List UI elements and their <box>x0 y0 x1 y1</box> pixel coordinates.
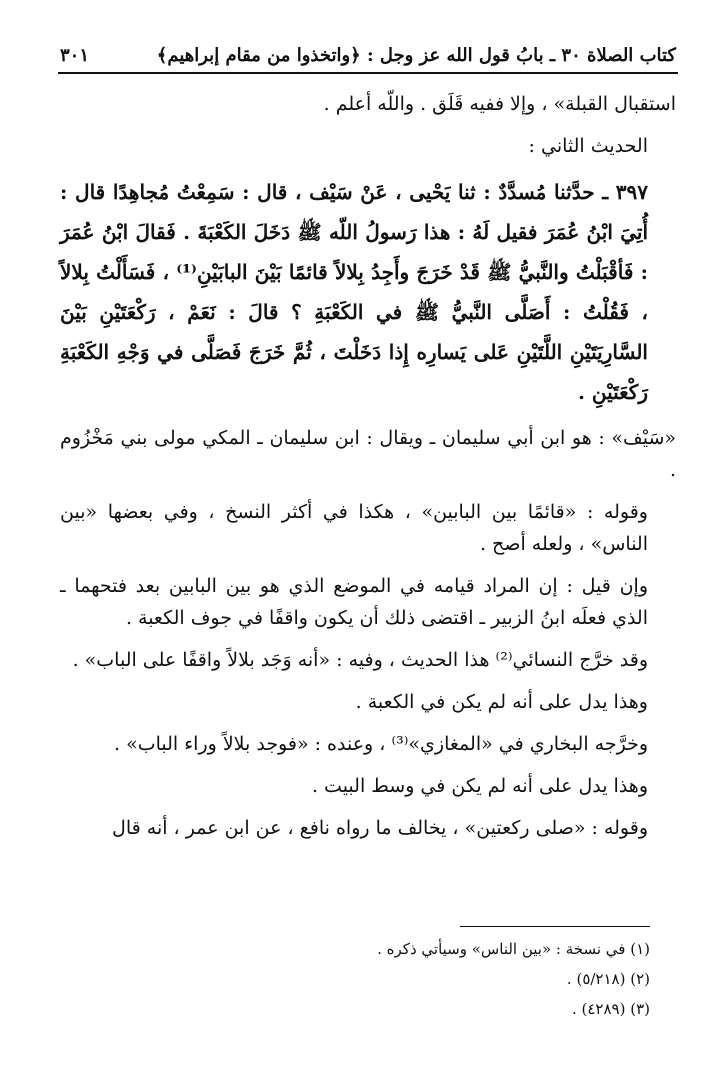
paragraph: وقد خرَّج النسائي⁽²⁾ هذا الحديث ، وفيه : «أنه وَجَد بلالاً واقفًا على الباب» . <box>72 649 648 671</box>
paragraph: وإن قيل : إن المراد قيامه في الموضع الذي هو بين البابين بعد فتحهما ـ الذي فعلَه ابنُ الزبير ـ اقتضى ذلك أن يكون واقفًا في جوف الكعبة . <box>60 575 648 629</box>
paragraph: «سَيْف» : هو ابن أبي سليمان ـ ويقال : ابن سليمان ـ المكي مولى بني مَخْزُوم . <box>60 427 676 481</box>
footnote: (٣) (٤٢٨٩) . <box>571 1000 650 1018</box>
paragraph: وهذا يدل على أنه لم يكن في وسط البيت . <box>311 775 648 797</box>
paragraph: وخرَّجه البخاري في «المغازي»⁽³⁾ ، وعنده : «فوجد بلالاً وراء الباب» . <box>114 733 648 755</box>
chapter-title: كتاب الصلاة ٣٠ ـ بابُ قول الله عز وجل : ﴿واتخذوا من مقام إبراهيم﴾ <box>156 45 676 66</box>
paragraph: وقوله : «قائمًا بين البابين» ، هكذا في أكثر النسخ ، وفي بعضها «بين الناس» ، ولعله أصح . <box>60 501 648 555</box>
paragraph: استقبال القبلة» ، وإلا ففيه قَلَق . واللّه أعلم . <box>323 93 676 115</box>
footnote: (١) في نسخة : «بين الناس» وسيأتي ذكره . <box>377 940 650 958</box>
footnotes <box>60 936 650 1026</box>
paragraph: وهذا يدل على أنه لم يكن في الكعبة . <box>355 691 648 713</box>
paragraph: وقوله : «صلى ركعتين» ، يخالف ما رواه نافع ، عن ابن عمر ، أنه قال <box>112 817 648 839</box>
running-header <box>60 36 676 66</box>
hadith-text: ٣٩٧ ـ حدَّثنا مُسدَّدٌ : ثنا يَحْيى ، عَنْ سَيْف ، قال : سَمِعْتُ مُجاهِدًا قال : أُتِيَ ابْنُ عُمَرَ فقيل لَهُ : هذا رَسولُ اللّه ﷺ دَخَلَ الكَعْبَةَ . فَقالَ ابْنُ عُمَرَ : فَأقْبَلْتُ والنَّبيُّ ﷺ قَدْ خَرَجَ وأَجِدُ بِلالاً قائمًا بَيْنَ البابَيْنِ⁽¹⁾ ، فَسَأَلْتُ بِلالاً ، فَقُلْتُ : أَصَلَّى النَّبيُّ ﷺ في الكَعْبَةِ ؟ قالَ : نَعَمْ ، رَكْعَتَيْنِ بَيْنَ السَّارِيَتَيْنِ اللَّتَيْنِ عَلى يَسارِه إِذا دَخَلْتَ ، ثُمَّ خَرَجَ فَصَلَّى في وَجْهِ الكَعْبَةِ رَكْعَتَيْنِ . <box>60 180 648 404</box>
main-text <box>60 88 676 854</box>
page-number: ٣٠١ <box>60 45 90 66</box>
footnote: (٢) (٥/٢١٨) . <box>566 970 650 988</box>
footnote-separator <box>460 926 650 927</box>
header-rule <box>58 72 678 74</box>
section-heading: الحديث الثاني : <box>528 135 648 157</box>
